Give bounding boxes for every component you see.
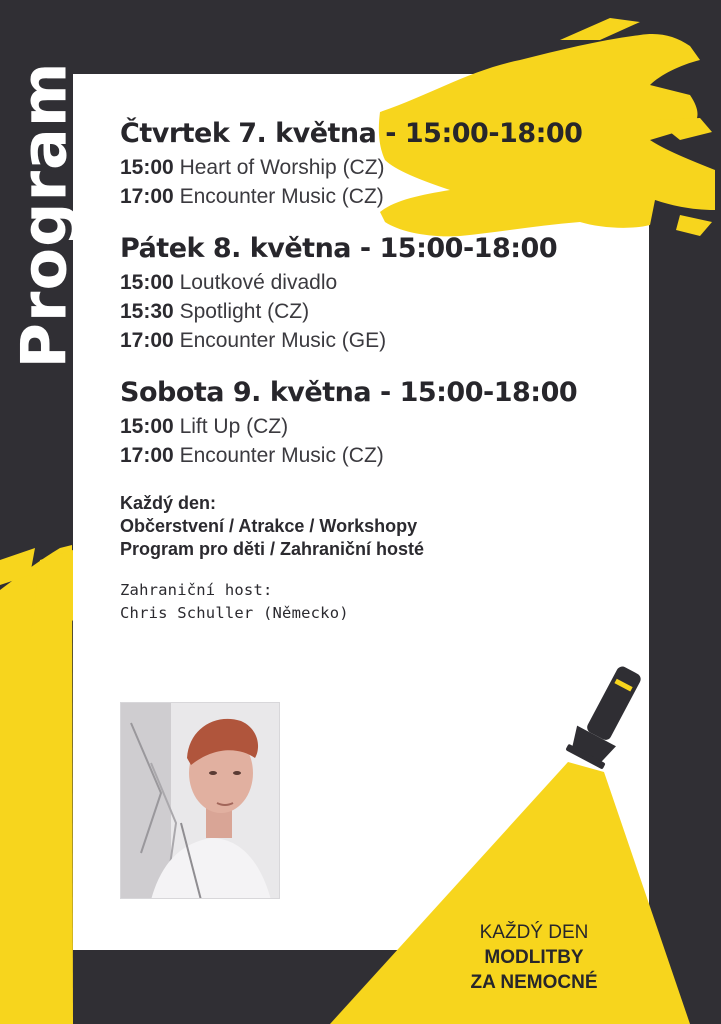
day-title: Čtvrtek 7. května - 15:00-18:00	[120, 118, 583, 149]
slot-act: Spotlight (CZ)	[179, 300, 310, 323]
slot-time: 15:00	[120, 156, 174, 179]
guest-label: Zahraniční host:	[120, 581, 273, 599]
slot-row	[120, 297, 640, 326]
slot-time: 17:00	[120, 185, 174, 208]
day-title: Sobota 9. května - 15:00-18:00	[120, 377, 578, 408]
slot-row	[120, 153, 640, 182]
slot-act: Loutkové divadlo	[179, 271, 338, 294]
footer-line-1: KAŽDÝ DEN	[479, 922, 589, 943]
slot-time: 15:00	[120, 271, 174, 294]
slot-act: Encounter Music (CZ)	[179, 185, 384, 208]
slot-row	[120, 441, 640, 470]
slot-time: 17:00	[120, 444, 174, 467]
daily-heading: Každý den:	[120, 493, 217, 513]
slot-act: Lift Up (CZ)	[179, 415, 289, 438]
slot-act: Encounter Music (CZ)	[179, 444, 384, 467]
day-block-saturday	[120, 377, 640, 470]
guest-info	[120, 579, 640, 625]
daily-info	[120, 492, 640, 561]
slot-time: 15:30	[120, 300, 174, 323]
slot-row	[120, 182, 640, 211]
day-block-friday	[120, 233, 640, 355]
slot-act: Encounter Music (GE)	[179, 329, 387, 352]
day-block-thursday	[120, 118, 640, 211]
prayer-footer	[434, 920, 634, 995]
brush-stroke-bottom	[0, 545, 73, 1024]
slot-time: 15:00	[120, 415, 174, 438]
daily-line-1: Občerstvení / Atrakce / Workshopy	[120, 516, 418, 536]
footer-line-2: MODLITBY	[484, 947, 584, 968]
slot-act: Heart of Worship (CZ)	[179, 156, 385, 179]
program-content	[120, 118, 640, 625]
slot-row	[120, 412, 640, 441]
slot-time: 17:00	[120, 329, 174, 352]
guest-name: Chris Schuller (Německo)	[120, 604, 349, 622]
guest-photo	[120, 702, 280, 899]
slot-row	[120, 326, 640, 355]
daily-line-2: Program pro děti / Zahraniční hosté	[120, 539, 425, 559]
slot-row	[120, 268, 640, 297]
day-title: Pátek 8. května - 15:00-18:00	[120, 233, 558, 264]
footer-line-3: ZA NEMOCNÉ	[470, 972, 598, 993]
side-title-program: Program	[7, 61, 81, 369]
